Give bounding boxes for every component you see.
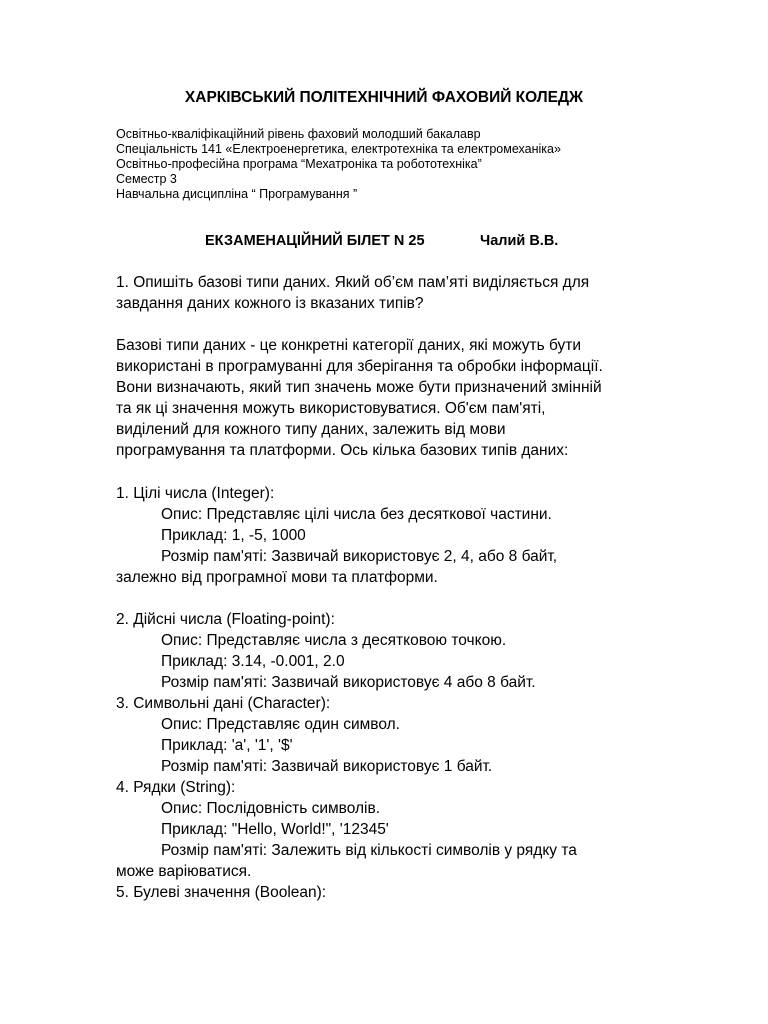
type-size: Розмір пам'яті: Залежить від кількості символів у рядку та — [161, 842, 577, 859]
type-heading: 2. Дійсні числа (Floating-point): — [116, 611, 335, 628]
data-types-list — [116, 483, 661, 903]
type-size-continued: залежно від програмної мови та платформи. — [116, 569, 438, 586]
specialty: Спеціальність 141 «Електроенергетика, електротехніка та електромеханіка» — [116, 142, 561, 156]
program-info — [116, 127, 561, 202]
type-description: Опис: Представляє цілі числа без десяткової частини. — [161, 506, 552, 523]
college-title: ХАРКІВСЬКИЙ ПОЛІТЕХНІЧНИЙ ФАХОВИЙ КОЛЕДЖ — [184, 89, 584, 106]
answer-intro — [116, 335, 661, 461]
type-description: Опис: Послідовність символів. — [161, 800, 381, 817]
exam-question — [116, 272, 661, 314]
intro-line: та як ці значення можуть використовуватися. Об'єм пам'яті, — [116, 400, 546, 417]
type-example: Приклад: 1, -5, 1000 — [161, 527, 306, 544]
type-description: Опис: Представляє один символ. — [161, 716, 400, 733]
type-size: Розмір пам'яті: Зазвичай використовує 2, 4, або 8 байт, — [161, 548, 558, 565]
type-example: Приклад: "Hello, World!", '12345' — [161, 821, 389, 838]
ticket-author: Чалий В.В. — [480, 233, 559, 249]
intro-line: програмування та платформи. Ось кілька базових типів даних: — [116, 442, 569, 459]
paragraph-gap — [116, 588, 661, 609]
type-heading: 4. Рядки (String): — [116, 779, 236, 796]
intro-line: виділений для кожного типу даних, залежить від мови — [116, 421, 506, 438]
ticket-title: ЕКЗАМЕНАЦІЙНИЙ БІЛЕТ N 25 — [205, 233, 425, 249]
discipline: Навчальна дисципліна “ Програмування ” — [116, 187, 358, 201]
intro-line: Вони визначають, який тип значень може бути призначений змінній — [116, 379, 602, 396]
type-description: Опис: Представляє числа з десятковою точкою. — [161, 632, 507, 649]
type-size-continued: може варіюватися. — [116, 863, 252, 880]
type-heading: 3. Символьні дані (Character): — [116, 695, 331, 712]
question-line: 1. Опишіть базові типи даних. Який об’єм пам’яті виділяється для — [116, 274, 590, 291]
qualification-level: Освітньо-кваліфікаційний рівень фаховий молодший бакалавр — [116, 127, 481, 141]
type-heading: 5. Булеві значення (Boolean): — [116, 884, 327, 901]
question-line: завдання даних кожного із вказаних типів? — [116, 295, 424, 312]
semester: Семестр 3 — [116, 172, 177, 186]
type-example: Приклад: 'a', '1', '$' — [161, 737, 293, 754]
intro-line: використані в програмуванні для зберігання та обробки інформації. — [116, 358, 603, 375]
educational-program: Освітньо-професійна програма “Мехатроніка та робототехніка” — [116, 157, 482, 171]
type-size: Розмір пам'яті: Зазвичай використовує 4 або 8 байт. — [161, 674, 536, 691]
type-example: Приклад: 3.14, -0.001, 2.0 — [161, 653, 345, 670]
type-size: Розмір пам'яті: Зазвичай використовує 1 байт. — [161, 758, 493, 775]
intro-line: Базові типи даних - це конкретні категорії даних, які можуть бути — [116, 337, 582, 354]
type-heading: 1. Цілі числа (Integer): — [116, 485, 275, 502]
